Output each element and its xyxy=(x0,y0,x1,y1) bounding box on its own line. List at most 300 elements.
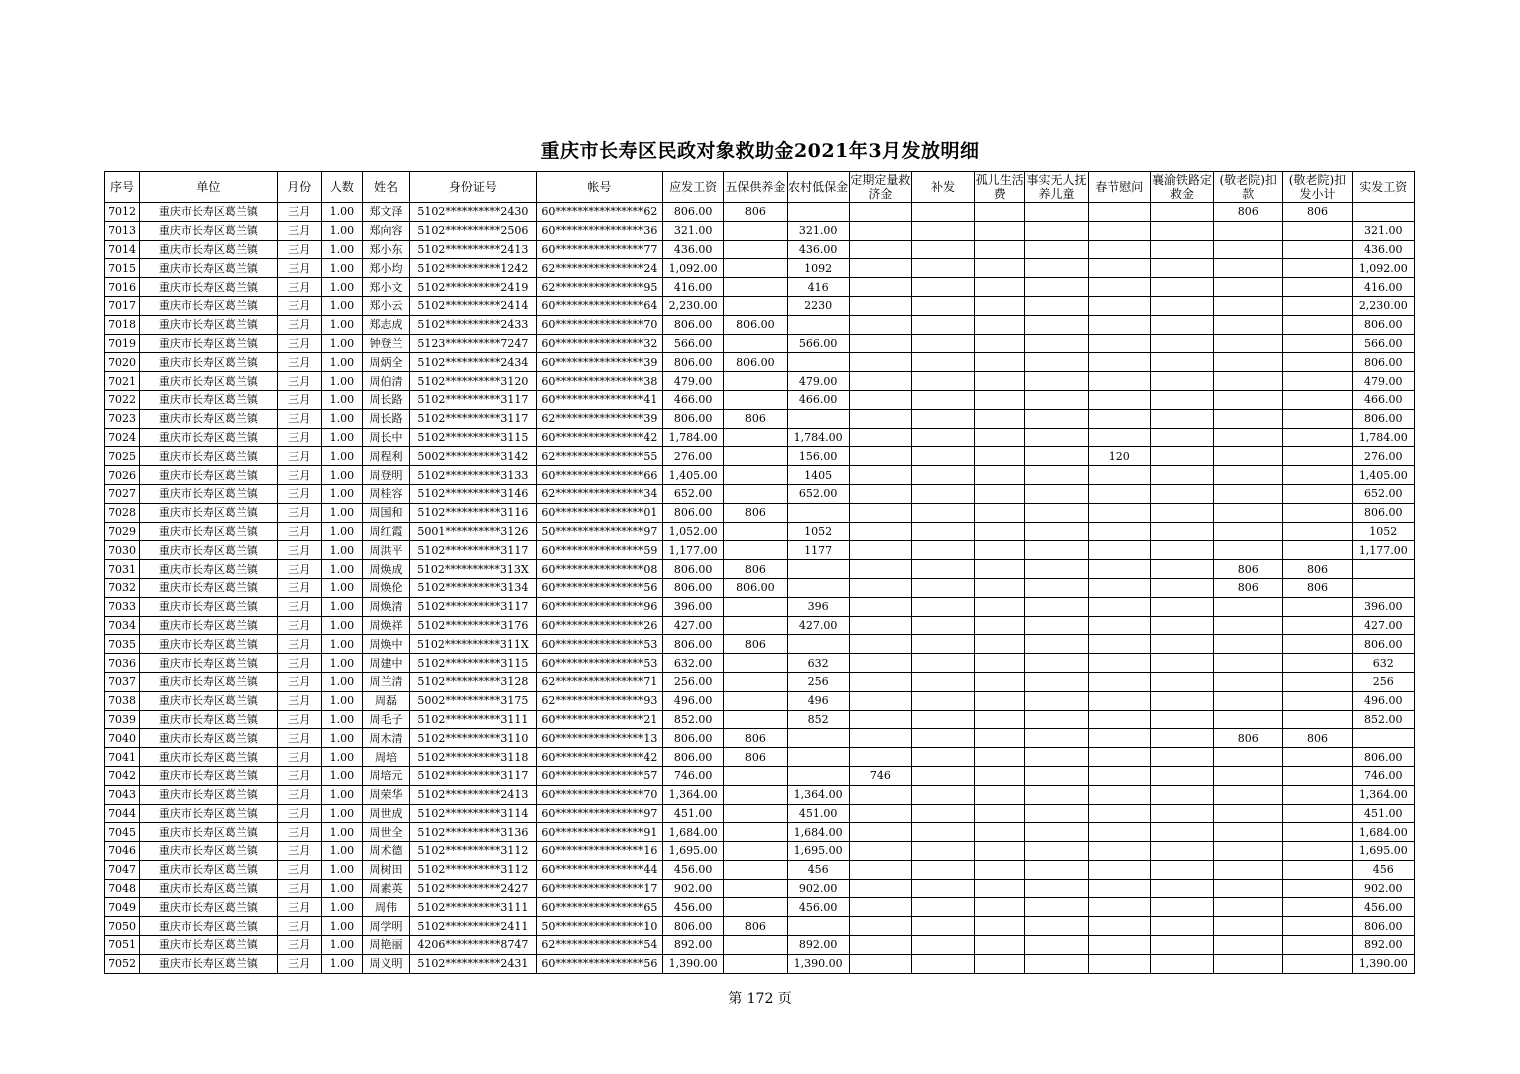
table-row xyxy=(105,409,1415,428)
cell-dibao xyxy=(787,748,849,767)
cell-unit: 重庆市长寿区葛兰镇 xyxy=(140,522,278,541)
cell-acct: 60****************08 xyxy=(536,560,662,579)
cell-bufa xyxy=(911,541,974,560)
cell-acct: 60****************66 xyxy=(536,466,662,485)
cell-seq: 7035 xyxy=(105,635,140,654)
cell-count: 1.00 xyxy=(321,578,362,597)
cell-id: 5102**********3136 xyxy=(410,823,536,842)
cell-dibao xyxy=(787,560,849,579)
cell-name: 周义明 xyxy=(362,954,409,973)
cell-jlyk xyxy=(1214,710,1283,729)
cell-unit: 重庆市长寿区葛兰镇 xyxy=(140,804,278,823)
cell-jlyk xyxy=(1214,522,1283,541)
cell-acct: 62****************93 xyxy=(536,691,662,710)
cell-shishi xyxy=(1025,842,1088,861)
cell-unit: 重庆市长寿区葛兰镇 xyxy=(140,860,278,879)
cell-shishi xyxy=(1025,672,1088,691)
cell-acct: 60****************53 xyxy=(536,635,662,654)
cell-unit: 重庆市长寿区葛兰镇 xyxy=(140,334,278,353)
payment-table xyxy=(104,171,1415,974)
cell-id: 5102**********2419 xyxy=(410,278,536,297)
cell-xiangyu xyxy=(1150,654,1213,673)
cell-jlyxj xyxy=(1283,240,1352,259)
cell-seq: 7041 xyxy=(105,748,140,767)
cell-due: 652.00 xyxy=(663,484,724,503)
cell-unit: 重庆市长寿区葛兰镇 xyxy=(140,259,278,278)
cell-shishi xyxy=(1025,203,1088,222)
table-row xyxy=(105,917,1415,936)
cell-id: 5102**********3115 xyxy=(410,654,536,673)
cell-count: 1.00 xyxy=(321,691,362,710)
cell-xiangyu xyxy=(1150,372,1213,391)
cell-dibao: 321.00 xyxy=(787,221,849,240)
cell-id: 5002**********3175 xyxy=(410,691,536,710)
cell-guer xyxy=(975,936,1025,955)
cell-acct: 62****************24 xyxy=(536,259,662,278)
cell-wubao xyxy=(724,879,787,898)
cell-jlyxj xyxy=(1283,672,1352,691)
cell-seq: 7027 xyxy=(105,484,140,503)
cell-net: 456.00 xyxy=(1352,898,1414,917)
cell-count: 1.00 xyxy=(321,541,362,560)
cell-shishi xyxy=(1025,447,1088,466)
cell-seq: 7043 xyxy=(105,785,140,804)
cell-jlyxj xyxy=(1283,503,1352,522)
cell-net: 436.00 xyxy=(1352,240,1414,259)
cell-dibao: 1,364.00 xyxy=(787,785,849,804)
cell-dibao: 2230 xyxy=(787,296,849,315)
cell-jlyxj xyxy=(1283,917,1352,936)
cell-bufa xyxy=(911,823,974,842)
cell-xiangyu xyxy=(1150,296,1213,315)
cell-shishi xyxy=(1025,917,1088,936)
cell-dibao: 1405 xyxy=(787,466,849,485)
table-row xyxy=(105,597,1415,616)
cell-net: 806.00 xyxy=(1352,503,1414,522)
cell-jlyxj xyxy=(1283,710,1352,729)
cell-month: 三月 xyxy=(277,428,321,447)
column-header-wubao: 五保供养金 xyxy=(724,172,787,203)
cell-shishi xyxy=(1025,353,1088,372)
cell-jlyk xyxy=(1214,466,1283,485)
cell-chunjie xyxy=(1088,898,1150,917)
cell-id: 5102**********2431 xyxy=(410,954,536,973)
cell-xiangyu xyxy=(1150,503,1213,522)
cell-jlyk xyxy=(1214,766,1283,785)
cell-dingqi xyxy=(849,372,911,391)
cell-jlyxj xyxy=(1283,954,1352,973)
cell-jlyxj xyxy=(1283,315,1352,334)
cell-dingqi xyxy=(849,409,911,428)
cell-wubao: 806 xyxy=(724,917,787,936)
cell-month: 三月 xyxy=(277,372,321,391)
cell-count: 1.00 xyxy=(321,860,362,879)
cell-unit: 重庆市长寿区葛兰镇 xyxy=(140,936,278,955)
cell-month: 三月 xyxy=(277,560,321,579)
cell-guer xyxy=(975,221,1025,240)
cell-guer xyxy=(975,597,1025,616)
cell-jlyxj xyxy=(1283,409,1352,428)
cell-shishi xyxy=(1025,503,1088,522)
cell-unit: 重庆市长寿区葛兰镇 xyxy=(140,203,278,222)
cell-name: 周焕祥 xyxy=(362,616,409,635)
cell-acct: 60****************59 xyxy=(536,541,662,560)
column-header-seq: 序号 xyxy=(105,172,140,203)
cell-xiangyu xyxy=(1150,729,1213,748)
cell-month: 三月 xyxy=(277,221,321,240)
cell-dibao: 652.00 xyxy=(787,484,849,503)
cell-seq: 7044 xyxy=(105,804,140,823)
cell-jlyk xyxy=(1214,917,1283,936)
cell-dibao: 466.00 xyxy=(787,390,849,409)
cell-name: 周培元 xyxy=(362,766,409,785)
cell-unit: 重庆市长寿区葛兰镇 xyxy=(140,503,278,522)
cell-id: 5001**********3126 xyxy=(410,522,536,541)
cell-bufa xyxy=(911,879,974,898)
cell-guer xyxy=(975,785,1025,804)
cell-id: 5102**********3110 xyxy=(410,729,536,748)
cell-acct: 62****************34 xyxy=(536,484,662,503)
cell-name: 钟登兰 xyxy=(362,334,409,353)
cell-seq: 7022 xyxy=(105,390,140,409)
cell-jlyxj: 806 xyxy=(1283,729,1352,748)
cell-jlyxj xyxy=(1283,597,1352,616)
cell-wubao xyxy=(724,654,787,673)
cell-dingqi xyxy=(849,804,911,823)
cell-count: 1.00 xyxy=(321,766,362,785)
cell-month: 三月 xyxy=(277,691,321,710)
cell-net xyxy=(1352,203,1414,222)
cell-jlyk: 806 xyxy=(1214,560,1283,579)
cell-month: 三月 xyxy=(277,503,321,522)
cell-wubao xyxy=(724,522,787,541)
cell-wubao: 806.00 xyxy=(724,315,787,334)
cell-net: 1,784.00 xyxy=(1352,428,1414,447)
cell-jlyk xyxy=(1214,804,1283,823)
cell-acct: 60****************17 xyxy=(536,879,662,898)
cell-guer xyxy=(975,259,1025,278)
column-header-due: 应发工资 xyxy=(663,172,724,203)
cell-dibao: 1,784.00 xyxy=(787,428,849,447)
cell-net: 466.00 xyxy=(1352,390,1414,409)
cell-shishi xyxy=(1025,954,1088,973)
cell-xiangyu xyxy=(1150,259,1213,278)
cell-net: 806.00 xyxy=(1352,917,1414,936)
cell-guer xyxy=(975,654,1025,673)
column-header-count: 人数 xyxy=(321,172,362,203)
cell-dibao: 1,390.00 xyxy=(787,954,849,973)
cell-acct: 60****************91 xyxy=(536,823,662,842)
cell-unit: 重庆市长寿区葛兰镇 xyxy=(140,240,278,259)
cell-guer xyxy=(975,635,1025,654)
cell-dibao xyxy=(787,409,849,428)
cell-bufa xyxy=(911,578,974,597)
cell-acct: 60****************64 xyxy=(536,296,662,315)
cell-due: 1,052.00 xyxy=(663,522,724,541)
table-row xyxy=(105,936,1415,955)
table-row xyxy=(105,315,1415,334)
cell-guer xyxy=(975,278,1025,297)
cell-jlyxj xyxy=(1283,860,1352,879)
cell-acct: 60****************57 xyxy=(536,766,662,785)
cell-wubao xyxy=(724,785,787,804)
cell-xiangyu xyxy=(1150,710,1213,729)
cell-dibao xyxy=(787,578,849,597)
cell-unit: 重庆市长寿区葛兰镇 xyxy=(140,672,278,691)
cell-dibao: 1,684.00 xyxy=(787,823,849,842)
cell-shishi xyxy=(1025,691,1088,710)
cell-dingqi xyxy=(849,954,911,973)
cell-month: 三月 xyxy=(277,860,321,879)
cell-name: 周荣华 xyxy=(362,785,409,804)
cell-bufa xyxy=(911,842,974,861)
cell-month: 三月 xyxy=(277,729,321,748)
cell-month: 三月 xyxy=(277,635,321,654)
table-row xyxy=(105,353,1415,372)
cell-wubao: 806 xyxy=(724,729,787,748)
table-row xyxy=(105,503,1415,522)
cell-name: 郑小文 xyxy=(362,278,409,297)
cell-chunjie xyxy=(1088,654,1150,673)
cell-net xyxy=(1352,578,1414,597)
cell-net: 1,695.00 xyxy=(1352,842,1414,861)
cell-shishi xyxy=(1025,898,1088,917)
cell-month: 三月 xyxy=(277,278,321,297)
cell-dibao: 1092 xyxy=(787,259,849,278)
cell-chunjie xyxy=(1088,823,1150,842)
cell-bufa xyxy=(911,654,974,673)
cell-acct: 60****************65 xyxy=(536,898,662,917)
cell-bufa xyxy=(911,785,974,804)
cell-jlyxj xyxy=(1283,785,1352,804)
cell-due: 1,390.00 xyxy=(663,954,724,973)
cell-id: 5102**********3115 xyxy=(410,428,536,447)
cell-xiangyu xyxy=(1150,315,1213,334)
cell-seq: 7049 xyxy=(105,898,140,917)
cell-count: 1.00 xyxy=(321,353,362,372)
cell-chunjie xyxy=(1088,766,1150,785)
cell-name: 周培 xyxy=(362,748,409,767)
cell-seq: 7013 xyxy=(105,221,140,240)
table-row xyxy=(105,447,1415,466)
table-row xyxy=(105,748,1415,767)
table-row xyxy=(105,635,1415,654)
cell-bufa xyxy=(911,710,974,729)
cell-shishi xyxy=(1025,597,1088,616)
cell-chunjie xyxy=(1088,203,1150,222)
cell-jlyk xyxy=(1214,842,1283,861)
cell-shishi xyxy=(1025,766,1088,785)
cell-id: 4206**********8747 xyxy=(410,936,536,955)
cell-seq: 7047 xyxy=(105,860,140,879)
cell-jlyxj xyxy=(1283,447,1352,466)
cell-dingqi xyxy=(849,315,911,334)
cell-shishi xyxy=(1025,484,1088,503)
cell-due: 806.00 xyxy=(663,917,724,936)
cell-month: 三月 xyxy=(277,842,321,861)
cell-xiangyu xyxy=(1150,898,1213,917)
cell-id: 5102**********3117 xyxy=(410,390,536,409)
cell-xiangyu xyxy=(1150,466,1213,485)
cell-unit: 重庆市长寿区葛兰镇 xyxy=(140,560,278,579)
cell-dingqi xyxy=(849,672,911,691)
cell-wubao xyxy=(724,484,787,503)
cell-wubao xyxy=(724,428,787,447)
cell-net: 1,684.00 xyxy=(1352,823,1414,842)
cell-month: 三月 xyxy=(277,823,321,842)
cell-seq: 7052 xyxy=(105,954,140,973)
cell-dibao xyxy=(787,766,849,785)
cell-seq: 7023 xyxy=(105,409,140,428)
cell-wubao xyxy=(724,936,787,955)
table-row xyxy=(105,296,1415,315)
cell-chunjie xyxy=(1088,860,1150,879)
cell-guer xyxy=(975,917,1025,936)
cell-seq: 7039 xyxy=(105,710,140,729)
cell-jlyk: 806 xyxy=(1214,203,1283,222)
cell-shishi xyxy=(1025,710,1088,729)
cell-name: 周毛子 xyxy=(362,710,409,729)
cell-jlyk xyxy=(1214,240,1283,259)
cell-jlyk xyxy=(1214,484,1283,503)
cell-bufa xyxy=(911,898,974,917)
cell-acct: 60****************26 xyxy=(536,616,662,635)
cell-dingqi xyxy=(849,616,911,635)
cell-dingqi xyxy=(849,898,911,917)
cell-xiangyu xyxy=(1150,390,1213,409)
cell-wubao xyxy=(724,221,787,240)
cell-shishi xyxy=(1025,560,1088,579)
cell-dibao: 456 xyxy=(787,860,849,879)
cell-jlyxj xyxy=(1283,879,1352,898)
cell-chunjie xyxy=(1088,748,1150,767)
cell-jlyxj xyxy=(1283,823,1352,842)
cell-id: 5102**********3120 xyxy=(410,372,536,391)
cell-count: 1.00 xyxy=(321,748,362,767)
cell-month: 三月 xyxy=(277,766,321,785)
cell-dingqi xyxy=(849,691,911,710)
cell-month: 三月 xyxy=(277,390,321,409)
cell-wubao xyxy=(724,597,787,616)
cell-unit: 重庆市长寿区葛兰镇 xyxy=(140,466,278,485)
cell-chunjie xyxy=(1088,785,1150,804)
cell-jlyxj xyxy=(1283,428,1352,447)
cell-bufa xyxy=(911,484,974,503)
cell-jlyk xyxy=(1214,296,1283,315)
table-body xyxy=(105,203,1415,974)
column-header-guer: 孤儿生活费 xyxy=(975,173,1024,201)
cell-chunjie xyxy=(1088,635,1150,654)
cell-jlyk xyxy=(1214,635,1283,654)
table-row xyxy=(105,691,1415,710)
cell-bufa xyxy=(911,860,974,879)
cell-count: 1.00 xyxy=(321,522,362,541)
cell-shishi xyxy=(1025,541,1088,560)
cell-id: 5102**********1242 xyxy=(410,259,536,278)
cell-jlyk xyxy=(1214,616,1283,635)
cell-count: 1.00 xyxy=(321,334,362,353)
cell-bufa xyxy=(911,672,974,691)
cell-count: 1.00 xyxy=(321,203,362,222)
cell-due: 1,784.00 xyxy=(663,428,724,447)
cell-jlyk xyxy=(1214,691,1283,710)
cell-seq: 7025 xyxy=(105,447,140,466)
cell-xiangyu xyxy=(1150,936,1213,955)
cell-shishi xyxy=(1025,334,1088,353)
cell-chunjie xyxy=(1088,954,1150,973)
cell-guer xyxy=(975,484,1025,503)
cell-count: 1.00 xyxy=(321,729,362,748)
cell-jlyxj xyxy=(1283,804,1352,823)
cell-due: 479.00 xyxy=(663,372,724,391)
cell-dingqi xyxy=(849,466,911,485)
cell-bufa xyxy=(911,917,974,936)
cell-dibao xyxy=(787,353,849,372)
cell-dingqi xyxy=(849,334,911,353)
cell-net xyxy=(1352,560,1414,579)
cell-seq: 7050 xyxy=(105,917,140,936)
cell-jlyk xyxy=(1214,936,1283,955)
cell-month: 三月 xyxy=(277,353,321,372)
cell-count: 1.00 xyxy=(321,560,362,579)
cell-unit: 重庆市长寿区葛兰镇 xyxy=(140,616,278,635)
cell-jlyxj xyxy=(1283,334,1352,353)
cell-bufa xyxy=(911,804,974,823)
column-header-bufa: 补发 xyxy=(911,172,974,203)
cell-dingqi xyxy=(849,259,911,278)
cell-jlyk xyxy=(1214,898,1283,917)
cell-bufa xyxy=(911,315,974,334)
cell-unit: 重庆市长寿区葛兰镇 xyxy=(140,823,278,842)
cell-month: 三月 xyxy=(277,748,321,767)
cell-name: 周焕中 xyxy=(362,635,409,654)
cell-seq: 7015 xyxy=(105,259,140,278)
cell-dibao: 256 xyxy=(787,672,849,691)
cell-seq: 7037 xyxy=(105,672,140,691)
table-row xyxy=(105,804,1415,823)
cell-chunjie xyxy=(1088,221,1150,240)
cell-id: 5102**********2433 xyxy=(410,315,536,334)
cell-guer xyxy=(975,766,1025,785)
cell-count: 1.00 xyxy=(321,597,362,616)
cell-dibao: 479.00 xyxy=(787,372,849,391)
cell-guer xyxy=(975,428,1025,447)
cell-unit: 重庆市长寿区葛兰镇 xyxy=(140,221,278,240)
cell-name: 周焕清 xyxy=(362,597,409,616)
cell-net: 256 xyxy=(1352,672,1414,691)
cell-due: 276.00 xyxy=(663,447,724,466)
cell-name: 周世成 xyxy=(362,804,409,823)
cell-shishi xyxy=(1025,578,1088,597)
cell-dingqi xyxy=(849,428,911,447)
cell-seq: 7021 xyxy=(105,372,140,391)
cell-due: 1,684.00 xyxy=(663,823,724,842)
cell-id: 5102**********2430 xyxy=(410,203,536,222)
cell-jlyxj xyxy=(1283,390,1352,409)
column-header-jlyk: (敬老院)扣款 xyxy=(1214,172,1283,203)
cell-bufa xyxy=(911,221,974,240)
cell-due: 456.00 xyxy=(663,898,724,917)
cell-name: 周伟 xyxy=(362,898,409,917)
cell-wubao: 806 xyxy=(724,409,787,428)
cell-dingqi xyxy=(849,785,911,804)
cell-name: 周术德 xyxy=(362,842,409,861)
cell-bufa xyxy=(911,936,974,955)
cell-guer xyxy=(975,541,1025,560)
cell-bufa xyxy=(911,203,974,222)
cell-wubao: 806 xyxy=(724,635,787,654)
cell-due: 806.00 xyxy=(663,635,724,654)
